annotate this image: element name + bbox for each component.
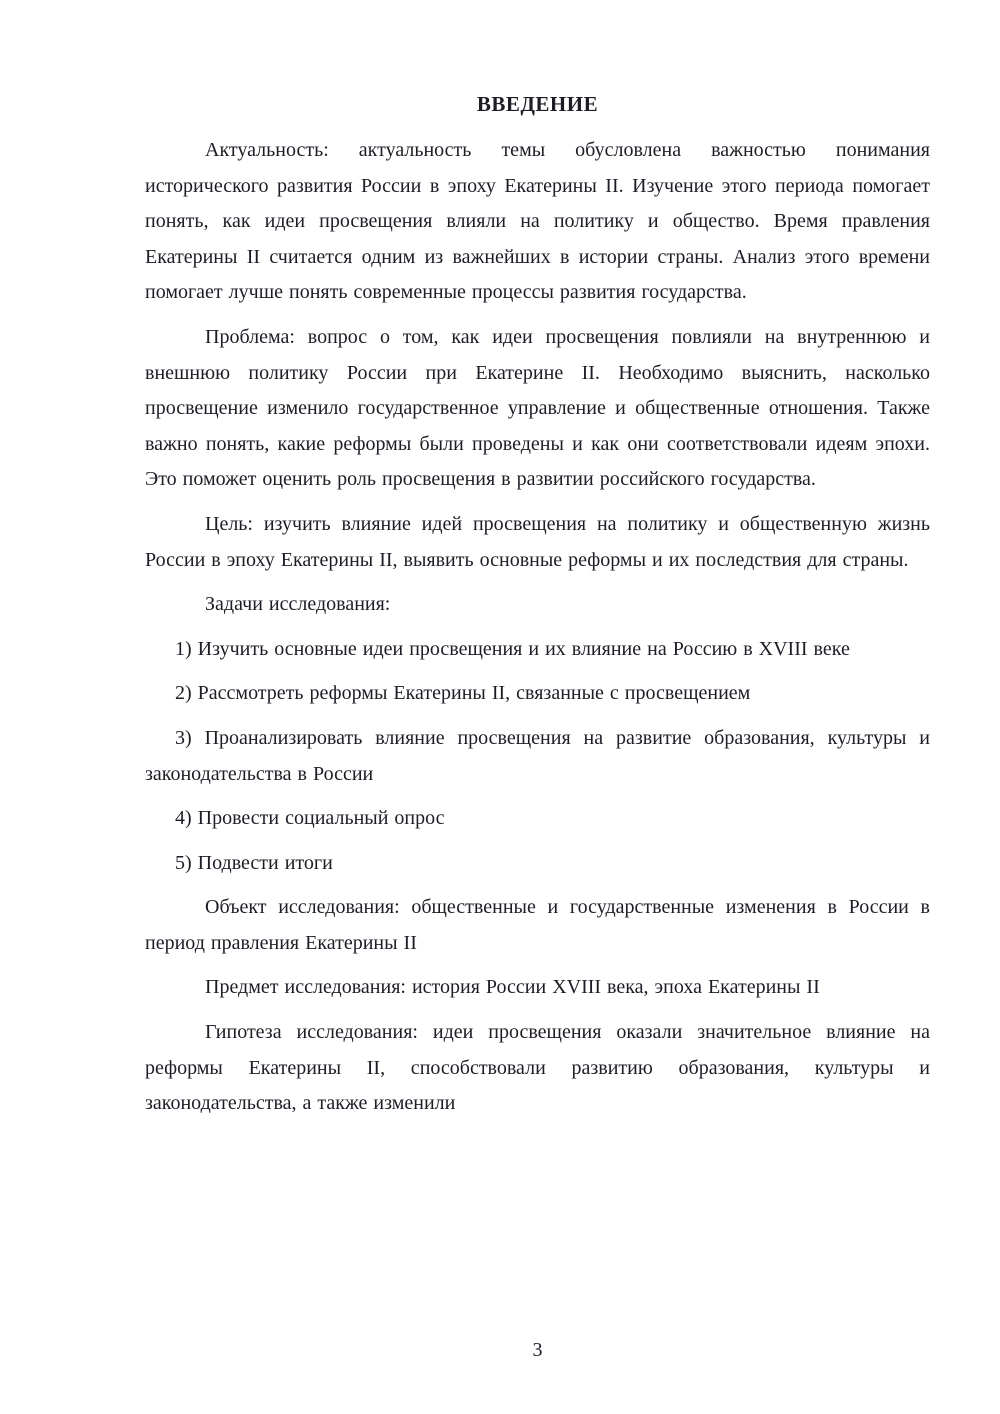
task-item-1: 1) Изучить основные идеи просвещения и их влияние на Россию в XVIII веке	[175, 637, 850, 660]
paragraph-relevance: Актуальность: актуальность темы обусловлена важностью понимания исторического развития России в эпоху Екатерины II. Изучение этого периода помогает понять, как идеи просвещения влияли на политику и общество. Время правления Екатерины II считается одним из важнейших в истории страны. Анализ этого времени помогает лучше понять современные процессы развития государства.	[145, 139, 930, 304]
task-item-2: 2) Рассмотреть реформы Екатерины II, связанные с просвещением	[175, 682, 751, 705]
paragraph-object: Объект исследования: общественные и государственные изменения в России в период правления Екатерины II	[145, 896, 930, 954]
paragraph-subject: Предмет исследования: история России XVIII века, эпоха Екатерины II	[205, 976, 820, 999]
page-number: 3	[532, 1339, 543, 1361]
task-item-4: 4) Провести социальный опрос	[175, 807, 445, 830]
tasks-heading: Задачи исследования:	[205, 593, 391, 616]
paragraph-goal: Цель: изучить влияние идей просвещения на политику и общественную жизнь России в эпоху Екатерины II, выявить основные реформы и их последствия для страны.	[145, 512, 930, 571]
task-item-3: 3) Проанализировать влияние просвещения на развитие образования, культуры и законодательства в России	[145, 726, 930, 785]
task-item-5: 5) Подвести итоги	[175, 851, 333, 874]
paragraph-hypothesis: Гипотеза исследования: идеи просвещения оказали значительное влияние на реформы Екатерины II, способствовали развитию образования, культуры и законодательства, а также изменили	[145, 1021, 930, 1115]
paragraph-problem: Проблема: вопрос о том, как идеи просвещения повлияли на внутреннюю и внешнюю политику России при Екатерине II. Необходимо выяснить, насколько просвещение изменило государственное управление и общественные отношения. Также важно понять, какие реформы были проведены и как они соответствовали идеям эпохи. Это поможет оценить роль просвещения в развитии российского государства.	[145, 325, 930, 491]
page-title: ВВЕДЕНИЕ	[476, 92, 599, 116]
